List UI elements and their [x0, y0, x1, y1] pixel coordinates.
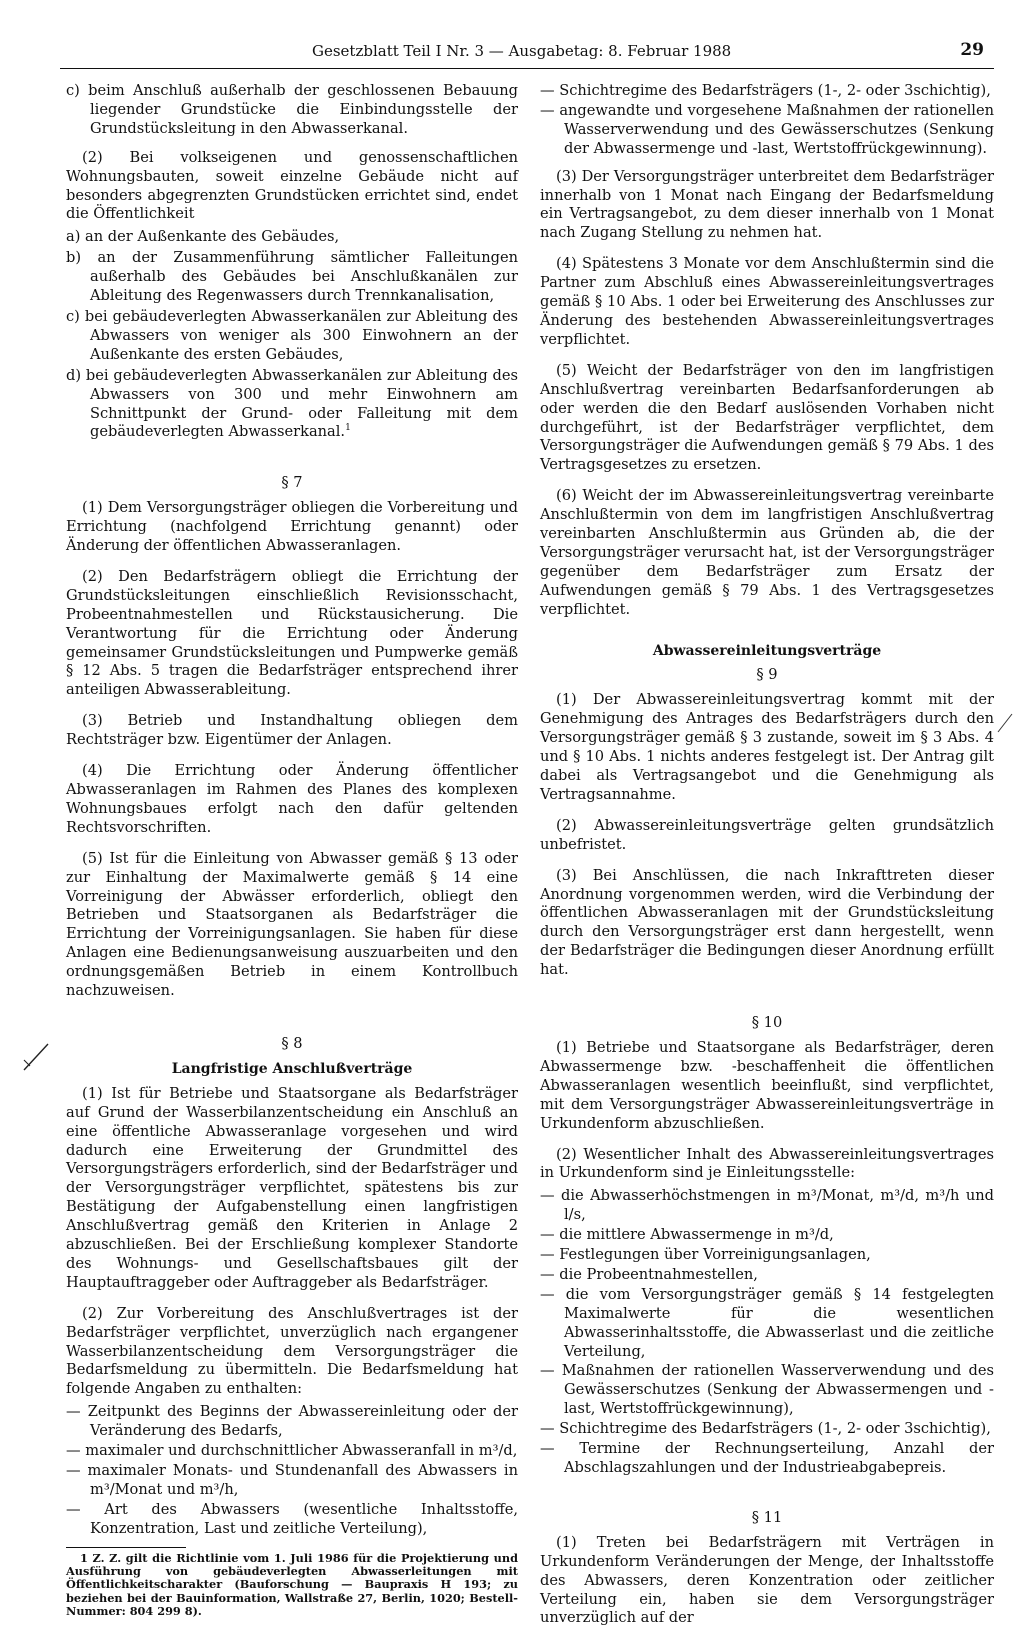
section-8-para-5: (5) Weicht der Bedarfsträger von den im langfristigen Anschlußvertrag vereinbarten Bedarfsanforderungen ab oder werden die den Bedarf auslösenden Vorhaben nicht durchgeführt, ist der Bedarfsträger verpflichtet, dem Versorgungsträger die Aufwendungen gemäß § 79 Abs. 1 des Vertragsgesetzes zu ersetzen.	[540, 361, 994, 474]
list-item: — Art des Abwassers (wesentliche Inhaltsstoffe, Konzentration, Last und zeitliche Verteilung),	[66, 1500, 518, 1537]
margin-scan-mark	[20, 1040, 54, 1074]
section-11-para-1: (1) Treten bei Bedarfsträgern mit Verträgen in Urkundenform Veränderungen der Menge, der Inhaltsstoffe des Abwassers, deren Konzentration oder zeitlicher Verteilung ein, haben sie dem Versorgungsträger unverzüglich auf der	[540, 1533, 994, 1627]
section-7-para-3: (3) Betrieb und Instandhaltung obliegen dem Rechtsträger bzw. Eigentümer der Anlagen.	[66, 712, 518, 749]
chapter-heading-abwassereinleitungsvertraege: Abwassereinleitungsverträge	[652, 642, 882, 659]
section-9-para-1: (1) Der Abwassereinleitungsvertrag kommt mit der Genehmigung des Antrages des Bedarfsträgers durch den Versorgungsträger gemäß § 3 zustande, soweit im § 3 Abs. 4 und § 10 Abs. 1 nichts anderes festgelegt ist. Der Antrag gilt dabei als Vertragsangebot und die Genehmigung als Vertragsannahme.	[540, 691, 994, 803]
section-9-heading: § 9	[756, 666, 778, 684]
section-8-para-3: (3) Der Versorgungsträger unterbreitet dem Bedarfsträger innerhalb von 1 Monat nach Eingang der Bedarfsmeldung ein Vertragsangebot, zu dem dieser innerhalb von 1 Monat nach Zugang Stellung zu nehmen hat.	[540, 167, 994, 242]
footnote-ref: 1	[345, 423, 351, 434]
paragraph-6-2d-text: d) bei gebäudeverlegten Abwasserkanälen zur Ableitung des Abwassers von 300 und mehr Einwohnern am Schnittpunkt der Grund- oder Falleitung mit dem gebäudeverlegten Abwasserkanal.	[66, 366, 518, 441]
section-8-title: Langfristige Anschlußverträge	[171, 1060, 413, 1077]
list-item: — Schichtregime des Bedarfsträgers (1-, 2- oder 3schichtig),	[540, 1420, 991, 1438]
page-number: 29	[960, 40, 984, 60]
section-7-para-5: (5) Ist für die Einleitung von Abwasser gemäß § 13 oder zur Einhaltung der Maximalwerte gemäß § 14 eine Vorreinigung der Abwässer erforderlich, obliegt den Betrieben und Staatsorganen als Bedarfsträger die Errichtung der Vorreinigungsanlagen. Sie haben für diese Anlagen eine Bedienungsanweisung auszuarbeiten und den ordnungsgemäßen Betrieb in einem Kontrollbuch nachzuweisen.	[66, 849, 518, 1000]
page-header	[60, 40, 994, 69]
section-7-para-4: (4) Die Errichtung oder Änderung öffentlicher Abwasseranlagen im Rahmen des Planes des komplexen Wohnungsbaues erfolgt nach den dafür geltenden Rechtsvorschriften.	[66, 762, 518, 836]
list-item: — Zeitpunkt des Beginns der Abwassereinleitung oder der Veränderung des Bedarfs,	[66, 1403, 518, 1440]
section-10-para-1: (1) Betriebe und Staatsorgane als Bedarfsträger, deren Abwassermenge bzw. -beschaffenheit die öffentlichen Abwasseranlagen wesentlich beeinflußt, sind verpflichtet, mit dem Versorgungsträger Abwassereinleitungsverträge in Urkundenform abzuschließen.	[540, 1038, 994, 1132]
footnote-divider	[66, 1547, 186, 1548]
section-9-para-3: (3) Bei Anschlüssen, die nach Inkrafttreten dieser Anordnung vorgenommen werden, wird die Verbindung der öffentlichen Abwasseranlagen mit der Grundstücksleitung durch den Versorgungsträger erst dann hergestellt, wenn der Bedarfsträger die Bedingungen dieser Anordnung erfüllt hat.	[540, 866, 994, 979]
section-8-heading: § 8	[281, 1034, 303, 1052]
section-8-para-1: (1) Ist für Betriebe und Staatsorgane als Bedarfsträger auf Grund der Wasserbilanzentscheidung ein Anschluß an eine öffentliche Abwasseranlage vorgesehen und wird dadurch eine Erweiterung der Grundmittel des Versorgungsträgers erforderlich, sind der Bedarfsträger und der Versorgungsträger verpflichtet, spätestens bis zur Bestätigung der Aufgabenstellung einen langfristigen Anschlußvertrag gemäß den Kriterien in Anlage 2 abzuschließen. Bei der Erschließung komplexer Standorte des Wohnungs- und Gesellschaftsbaues gilt der Hauptauftraggeber oder Auftraggeber als Bedarfsträger.	[66, 1084, 518, 1291]
list-item: — Maßnahmen der rationellen Wasserverwendung und des Gewässerschutzes (Senkung der Abwassermengen und -last, Wertstoffrückgewinnung),	[540, 1362, 994, 1418]
list-item: — maximaler und durchschnittlicher Abwasseranfall in m³/d,	[66, 1442, 518, 1460]
list-item: — die vom Versorgungsträger gemäß § 14 festgelegten Maximalwerte für die wesentlichen Abwasserinhaltsstoffe, die Abwasserlast und die zeitliche Verteilung,	[540, 1285, 994, 1360]
list-item: — die mittlere Abwassermenge in m³/d,	[540, 1226, 834, 1244]
paragraph-6-2d	[66, 367, 518, 443]
section-7-para-1: (1) Dem Versorgungsträger obliegen die Vorbereitung und Errichtung (nachfolgend Errichtung genannt) oder Änderung der öffentlichen Abwasseranlagen.	[66, 499, 518, 555]
margin-scan-tick	[996, 712, 1014, 736]
list-item: — Termine der Rechnungserteilung, Anzahl der Abschlagszahlungen und der Industrieabgabepreis.	[540, 1440, 994, 1476]
left-column	[66, 82, 518, 1619]
paragraph-6-2c: c) bei gebäudeverlegten Abwasserkanälen zur Ableitung des Abwassers von weniger als 300 Einwohnern an der Außenkante des ersten Gebäudes,	[66, 307, 518, 363]
list-item: — angewandte und vorgesehene Maßnahmen der rationellen Wasserverwendung und des Gewässerschutzes (Senkung der Abwassermenge und -last, Wertstoffrückgewinnung).	[540, 101, 994, 157]
list-item: — maximaler Monats- und Stundenanfall des Abwassers in m³/Monat und m³/h,	[66, 1462, 518, 1498]
paragraph-6-2b: b) an der Zusammenführung sämtlicher Falleitungen außerhalb des Gebäudes bei Anschlußkanälen zur Ableitung des Regenwassers durch Trennkanalisation,	[66, 249, 518, 305]
list-item: — die Probeentnahmestellen,	[540, 1265, 758, 1283]
section-9-para-2: (2) Abwassereinleitungsverträge gelten grundsätzlich unbefristet.	[540, 816, 994, 853]
right-column	[540, 82, 994, 1632]
header-title: Gesetzblatt Teil I Nr. 3 — Ausgabetag: 8. Februar 1988	[312, 42, 732, 60]
list-item: — die Abwasserhöchstmengen in m³/Monat, m³/d, m³/h und l/s,	[540, 1187, 994, 1224]
section-11-heading: § 11	[751, 1508, 783, 1526]
section-7-para-2: (2) Den Bedarfsträgern obliegt die Errichtung der Grundstücksleitungen einschließlich Revisionsschacht, Probeentnahmestellen und Rückstausicherung. Die Verantwortung für die Errichtung oder Änderung gemeinsamer Grundstücksleitungen und Pumpwerke gemäß § 12 Abs. 5 tragen die Bedarfsträger entsprechend ihrer anteiligen Abwasserableitung.	[66, 567, 518, 699]
paragraph-6-1c: c) beim Anschluß außerhalb der geschlossenen Bebauung liegender Grundstücke die Einbindungsstelle der Grundstücksleitung in den Abwasserkanal.	[66, 82, 518, 137]
section-8-para-2: (2) Zur Vorbereitung des Anschlußvertrages ist der Bedarfsträger verpflichtet, unverzüglich nach ergangener Wasserbilanzentscheidung dem Versorgungsträger die Bedarfsmeldung zu übermitteln. Die Bedarfsmeldung hat folgende Angaben zu enthalten:	[66, 1304, 518, 1398]
list-item: — Festlegungen über Vorreinigungsanlagen,	[540, 1246, 871, 1264]
paragraph-6-2a: a) an der Außenkante des Gebäudes,	[66, 228, 340, 246]
footnote: 1 Z. Z. gilt die Richtlinie vom 1. Juli 1986 für die Projektierung und Ausführung von gebäudeverlegten Abwasserleitungen mit Öffentlichkeitscharakter (Bauforschung — Baupraxis H 193; zu beziehen bei der Bauinformation, Wallstraße 27, Berlin, 1020; Bestell-Nummer: 804 299 8).	[66, 1550, 518, 1619]
list-item: — Schichtregime des Bedarfsträgers (1-, 2- oder 3schichtig),	[540, 82, 991, 99]
section-7-heading: § 7	[281, 474, 303, 492]
section-10-para-2: (2) Wesentlicher Inhalt des Abwassereinleitungsvertrages in Urkundenform sind je Einleitungsstelle:	[540, 1145, 994, 1182]
section-8-para-4: (4) Spätestens 3 Monate vor dem Anschlußtermin sind die Partner zum Abschluß eines Abwassereinleitungsvertrages gemäß § 10 Abs. 1 oder bei Erweiterung des Anschlusses zur Änderung des bestehenden Abwassereinleitungsvertrages verpflichtet.	[540, 255, 994, 348]
paragraph-6-2-intro: (2) Bei volkseigenen und genossenschaftlichen Wohnungsbauten, soweit einzelne Gebäude nicht auf besonders abgegrenzten Grundstücken errichtet sind, endet die Öffentlichkeit	[66, 148, 518, 223]
section-10-heading: § 10	[751, 1014, 783, 1032]
section-8-para-6: (6) Weicht der im Abwassereinleitungsvertrag vereinbarte Anschlußtermin von dem im langfristigen Anschlußvertrag vereinbarten Anschlußtermin aus Gründen ab, die der Versorgungsträger verursacht hat, ist der Versorgungsträger gegenüber dem Bedarfsträger zum Ersatz der Aufwendungen gemäß § 79 Abs. 1 des Vertragsgesetzes verpflichtet.	[540, 487, 994, 618]
